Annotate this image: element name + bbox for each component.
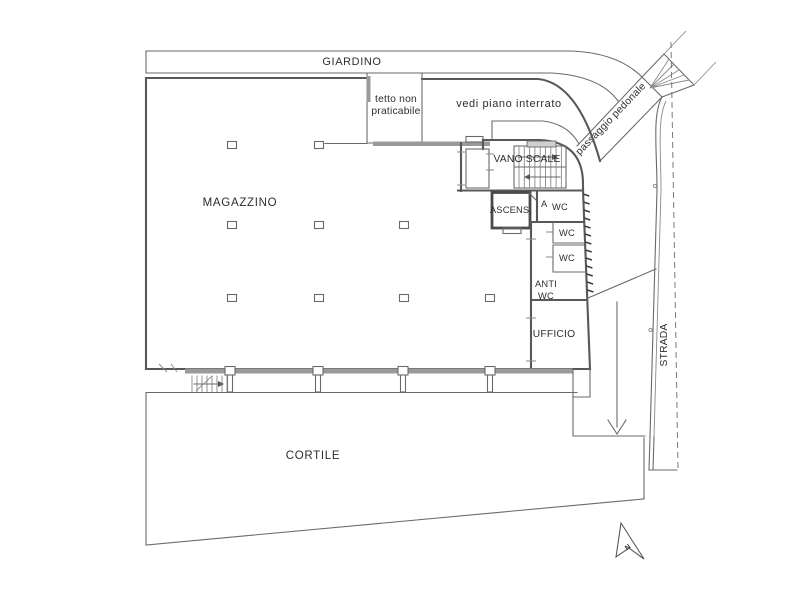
window-band	[185, 367, 573, 376]
strada-label: STRADA	[659, 323, 670, 367]
wc3-label: WC	[559, 253, 575, 263]
vedi-piano-interrato-label: vedi piano interrato	[456, 98, 562, 110]
magazzino-room	[159, 142, 573, 376]
ascensore-room	[490, 193, 548, 234]
wc1-label: WC	[552, 202, 568, 212]
north-arrow	[616, 523, 644, 559]
vano-scale-room	[457, 140, 583, 191]
passaggio-pedonale	[574, 31, 716, 161]
anti-wc-label-2: WC	[538, 291, 554, 301]
passaggio-pedonale-label: passaggio pedonale	[573, 80, 649, 158]
anti-wc-label-1: ANTI	[535, 279, 557, 289]
cortile-area	[146, 393, 643, 545]
vano-a-label: A	[541, 199, 548, 209]
ramp-area	[573, 269, 656, 499]
giardino-label: GIARDINO	[322, 56, 382, 68]
service-shaft	[466, 149, 489, 188]
wc2-label: WC	[559, 228, 575, 238]
magazzino-label: MAGAZZINO	[202, 197, 278, 209]
tetto-non-praticabile-room	[367, 74, 491, 146]
tetto-label-1: tetto non	[375, 94, 417, 105]
tetto-label-2: praticabile	[371, 106, 421, 117]
north-label: N	[624, 543, 633, 553]
service-rooms	[526, 191, 586, 368]
vano-scale-label: VANO SCALE	[493, 154, 561, 165]
columns	[228, 142, 495, 302]
ascensore-label: ASCENS.	[489, 205, 533, 215]
ufficio-label: UFFICIO	[532, 329, 576, 340]
glass-block-wall	[583, 190, 590, 369]
cortile-label: CORTILE	[285, 450, 341, 462]
exterior-stairs	[192, 376, 227, 393]
